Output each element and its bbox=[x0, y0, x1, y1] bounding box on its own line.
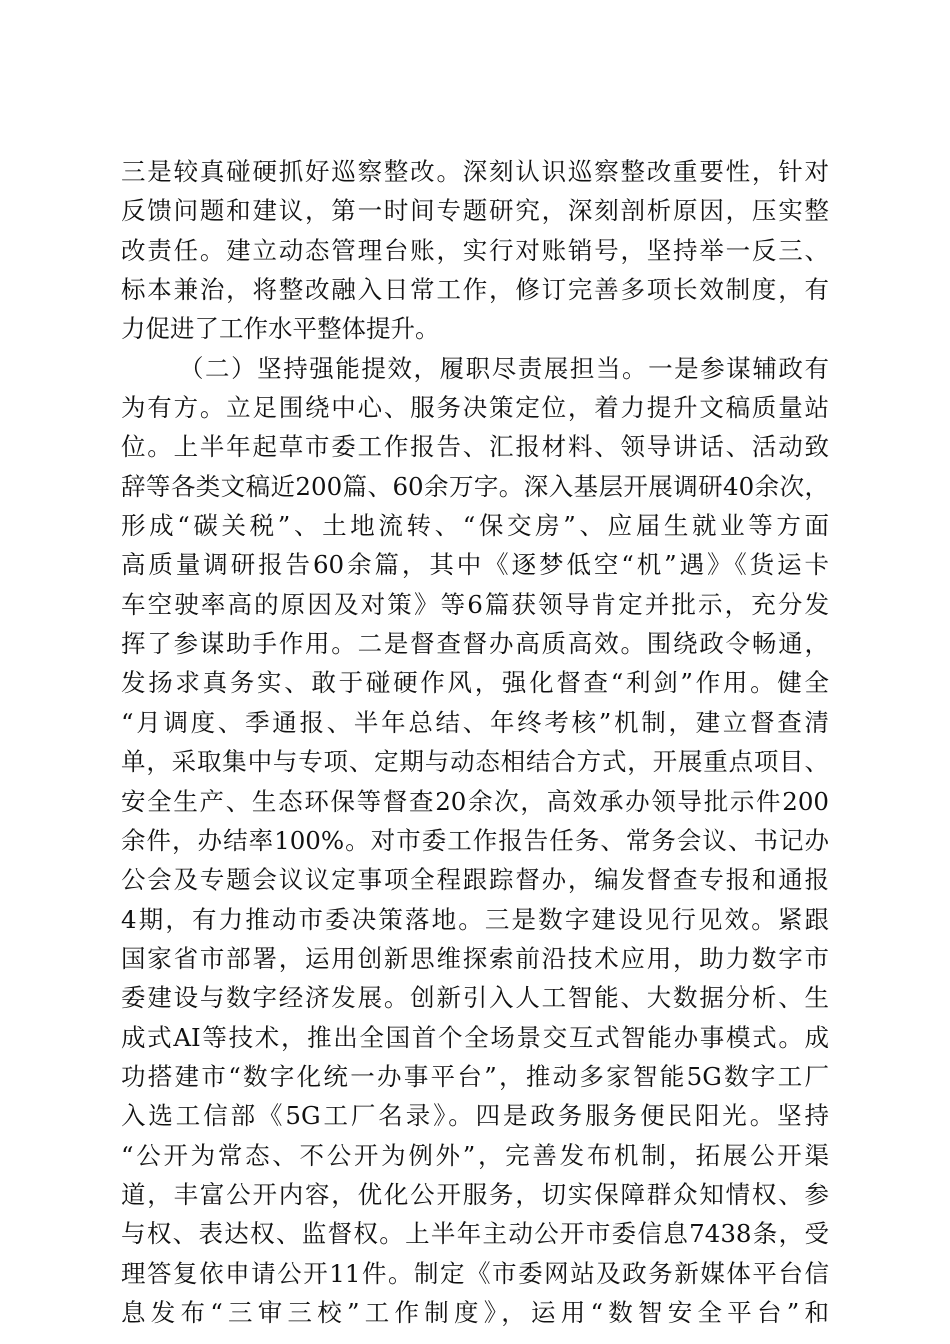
text-line: 4期，有力推动市委决策落地。三是数字建设见行见效。紧跟 bbox=[121, 904, 829, 934]
section-heading-line: （二）坚持强能提效，履职尽责展担当。一是参谋辅政有 bbox=[179, 353, 829, 383]
text-line: 改责任。建立动态管理台账，实行对账销号，坚持举一反三、 bbox=[121, 235, 829, 265]
text-line: 道，丰富公开内容，优化公开服务，切实保障群众知情权、参 bbox=[121, 1179, 829, 1209]
text-line: 息发布“三审三校”工作制度》，运用“数智安全平台”和 bbox=[121, 1297, 829, 1327]
text-line: 功搭建市“数字化统一办事平台”，推动多家智能5G数字工厂 bbox=[121, 1061, 829, 1091]
text-line: 成式AI等技术，推出全国首个全场景交互式智能办事模式。成 bbox=[121, 1022, 829, 1052]
text-line: 与权、表达权、监督权。上半年主动公开市委信息7438条，受 bbox=[121, 1219, 829, 1249]
text-line: 余件，办结率100%。对市委工作报告任务、常务会议、书记办 bbox=[121, 825, 829, 855]
text-line: 单，采取集中与专项、定期与动态相结合方式，开展重点项目、 bbox=[121, 747, 829, 777]
text-line: 安全生产、生态环保等督查20余次，高效承办领导批示件200 bbox=[121, 786, 829, 816]
text-line: 标本兼治，将整改融入日常工作，修订完善多项长效制度，有 bbox=[121, 275, 829, 305]
text-line: 发扬求真务实、敢于碰硬作风，强化督查“利剑”作用。健全 bbox=[121, 668, 829, 698]
text-line: “公开为常态、不公开为例外”，完善发布机制，拓展公开渠 bbox=[121, 1140, 829, 1170]
text-line: 位。上半年起草市委工作报告、汇报材料、领导讲话、活动致 bbox=[121, 432, 829, 462]
text-line: 力促进了工作水平整体提升。 bbox=[121, 314, 440, 344]
text-line: 公会及专题会议议定事项全程跟踪督办，编发督查专报和通报 bbox=[121, 865, 829, 895]
text-line: 车空驶率高的原因及对策》等6篇获领导肯定并批示，充分发 bbox=[121, 589, 829, 619]
text-line: 形成“碳关税”、土地流转、“保交房”、应届生就业等方面 bbox=[121, 511, 829, 541]
text-line: 高质量调研报告60余篇，其中《逐梦低空“机”遇》《货运卡 bbox=[121, 550, 829, 580]
text-line: 国家省市部署，运用创新思维探索前沿技术应用，助力数字市 bbox=[121, 943, 829, 973]
text-line: 三是较真碰硬抓好巡察整改。深刻认识巡察整改重要性，针对 bbox=[121, 157, 829, 186]
text-line: 理答复依申请公开11件。制定《市委网站及政务新媒体平台信 bbox=[121, 1258, 829, 1288]
text-line: 反馈问题和建议，第一时间专题研究，深刻剖析原因，压实整 bbox=[121, 196, 829, 226]
text-line: 挥了参谋助手作用。二是督查督办高质高效。围绕政令畅通， bbox=[121, 629, 829, 659]
body-text bbox=[121, 152, 829, 1332]
text-line: 入选工信部《5G工厂名录》。四是政务服务便民阳光。坚持 bbox=[121, 1101, 829, 1131]
text-line: 辞等各类文稿近200篇、60余万字。深入基层开展调研40余次， bbox=[121, 471, 829, 501]
text-line: 委建设与数字经济发展。创新引入人工智能、大数据分析、生 bbox=[121, 983, 829, 1013]
text-line: 为有方。立足围绕中心、服务决策定位，着力提升文稿质量站 bbox=[121, 393, 829, 423]
text-line: “月调度、季通报、半年总结、年终考核”机制，建立督查清 bbox=[121, 707, 829, 737]
